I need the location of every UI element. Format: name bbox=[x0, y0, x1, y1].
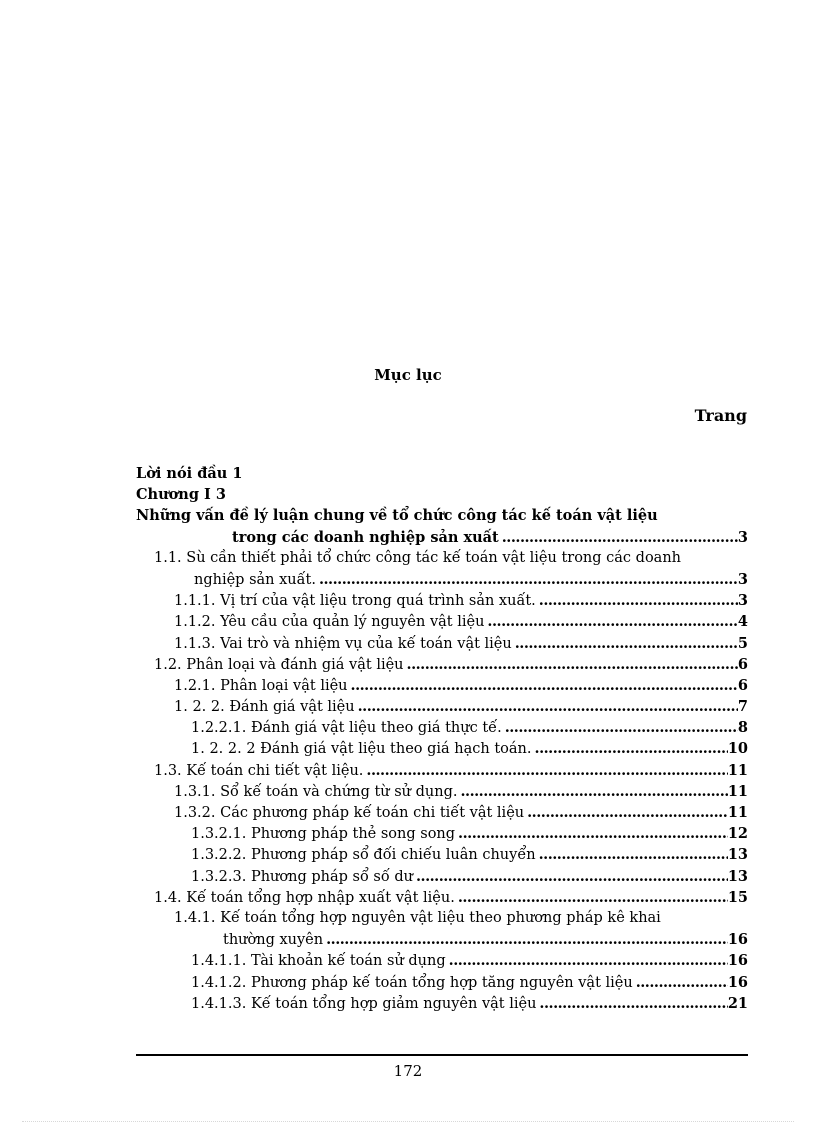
leader-dots bbox=[416, 866, 728, 887]
page-title: Mục lục bbox=[374, 366, 442, 384]
entry-page-number: 6 bbox=[737, 676, 748, 694]
entry-page-number: 11 bbox=[727, 804, 748, 821]
leader-dots bbox=[326, 929, 728, 950]
toc-entry[interactable]: 1.4. Kế toán tổng hợp nhập xuất vật liệu. ..... 15 bbox=[136, 887, 748, 908]
leader-dots bbox=[351, 675, 738, 696]
toc-entry[interactable]: 1. 2. 2. Đánh giá vật liệu ..... 7 bbox=[136, 696, 748, 717]
toc-entry[interactable]: Chương I 3 bbox=[136, 486, 226, 504]
entry-page-number: 16 bbox=[727, 952, 748, 970]
entry-page-number: 16 bbox=[727, 973, 748, 991]
toc-entry[interactable]: 1.1.1. Vị trí của vật liệu trong quá trình sản xuất. ..... 3 bbox=[136, 590, 748, 611]
leader-dots bbox=[535, 738, 728, 759]
toc-entry[interactable]: 1.4.1. Kế toán tổng hợp nguyên vật liệu theo phương pháp kê khai bbox=[174, 909, 661, 926]
entry-page-number: 12 bbox=[727, 825, 748, 843]
leader-dots bbox=[358, 696, 738, 717]
toc-entry[interactable]: 1.3.1. Sổ kế toán và chứng từ sử dụng. ..... 11 bbox=[136, 781, 748, 802]
toc-entry[interactable]: 1.1.3. Vai trò và nhiệm vụ của kế toán vật liệu ..... 5 bbox=[136, 633, 748, 654]
toc-entry[interactable]: 1.3.2.2. Phương pháp sổ đối chiếu luân chuyển ..... 13 bbox=[136, 844, 748, 865]
toc-entry[interactable]: 1.2. Phân loại và đánh giá vật liệu ..... 6 bbox=[136, 654, 748, 675]
page-edge-divider bbox=[22, 1121, 794, 1122]
toc-entry[interactable]: 1.4.1.3. Kế toán tổng hợp giảm nguyên vật liệu ..... 21 bbox=[136, 993, 748, 1014]
leader-dots bbox=[407, 654, 738, 675]
leader-dots bbox=[539, 993, 727, 1014]
toc-entry[interactable]: 1.3.2.3. Phương pháp sổ số dư ..... 13 bbox=[136, 866, 748, 887]
entry-page-number: 3 bbox=[737, 570, 748, 588]
entry-page-number: 4 bbox=[737, 613, 748, 631]
entry-page-number: 13 bbox=[727, 846, 748, 864]
leader-dots bbox=[458, 887, 728, 908]
leader-dots bbox=[460, 781, 727, 802]
toc-entry[interactable]: 1.2.2.1. Đánh giá vật liệu theo giá thực tế. ..... 8 bbox=[136, 717, 748, 738]
toc-entry[interactable]: thường xuyên ..... 16 bbox=[136, 929, 748, 950]
leader-dots bbox=[458, 823, 728, 844]
toc-entry[interactable]: 1.4.1.1. Tài khoản kế toán sử dụng ..... 16 bbox=[136, 950, 748, 971]
leader-dots bbox=[636, 972, 728, 993]
table-of-contents bbox=[136, 463, 748, 1014]
toc-entry[interactable]: Những vấn đề lý luận chung về tổ chức công tác kế toán vật liệu bbox=[136, 507, 658, 525]
footer-page-number: 172 bbox=[393, 1062, 423, 1080]
toc-entry[interactable]: 1.2.1. Phân loại vật liệu ..... 6 bbox=[136, 675, 748, 696]
leader-dots bbox=[539, 844, 728, 865]
page-column-label: Trang bbox=[694, 406, 747, 425]
leader-dots bbox=[449, 950, 728, 971]
entry-page-number: 3 bbox=[737, 528, 748, 546]
entry-page-number: 3 bbox=[737, 592, 748, 610]
entry-page-number: 15 bbox=[727, 888, 748, 906]
entry-page-number: 16 bbox=[727, 931, 748, 949]
toc-entry[interactable]: 1.3. Kế toán chi tiết vật liệu. ..... 11 bbox=[136, 760, 748, 781]
entry-page-number: 13 bbox=[727, 867, 748, 885]
toc-entry[interactable]: 1.4.1.2. Phương pháp kế toán tổng hợp tăng nguyên vật liệu ..... 16 bbox=[136, 972, 748, 993]
toc-entry[interactable]: 1.3.2. Các phương pháp kế toán chi tiết vật liệu ..... 11 bbox=[136, 802, 748, 823]
entry-page-number: 11 bbox=[727, 761, 748, 779]
entry-page-number: 8 bbox=[737, 719, 748, 737]
leader-dots bbox=[319, 569, 738, 590]
entry-page-number: 21 bbox=[727, 994, 748, 1012]
toc-entry[interactable]: 1.1.2. Yêu cầu của quản lý nguyên vật liệu ..... 4 bbox=[136, 611, 748, 632]
footer-divider bbox=[136, 1054, 748, 1056]
leader-dots bbox=[366, 760, 727, 781]
toc-entry[interactable]: 1.3.2.1. Phương pháp thẻ song song ..... 12 bbox=[136, 823, 748, 844]
entry-page-number: 7 bbox=[737, 698, 748, 716]
toc-entry[interactable]: Lời nói đầu 1 bbox=[136, 465, 243, 482]
leader-dots bbox=[505, 717, 738, 738]
toc-entry[interactable]: 1. 2. 2. 2 Đánh giá vật liệu theo giá hạch toán. ..... 10 bbox=[136, 738, 748, 759]
leader-dots bbox=[527, 802, 728, 823]
toc-entry[interactable]: nghiệp sản xuất. ..... 3 bbox=[136, 569, 748, 590]
leader-dots bbox=[539, 590, 738, 611]
leader-dots bbox=[487, 611, 737, 632]
leader-dots bbox=[502, 527, 738, 548]
entry-page-number: 11 bbox=[727, 782, 748, 800]
leader-dots bbox=[515, 633, 738, 654]
entry-page-number: 10 bbox=[727, 740, 748, 758]
entry-page-number: 5 bbox=[737, 634, 748, 652]
toc-entry[interactable]: 1.1. Sù cần thiết phải tổ chức công tác kế toán vật liệu trong các doanh bbox=[154, 549, 681, 566]
entry-page-number: 6 bbox=[737, 655, 748, 673]
toc-entry[interactable]: trong các doanh nghiệp sản xuất ..... 3 bbox=[136, 527, 748, 548]
